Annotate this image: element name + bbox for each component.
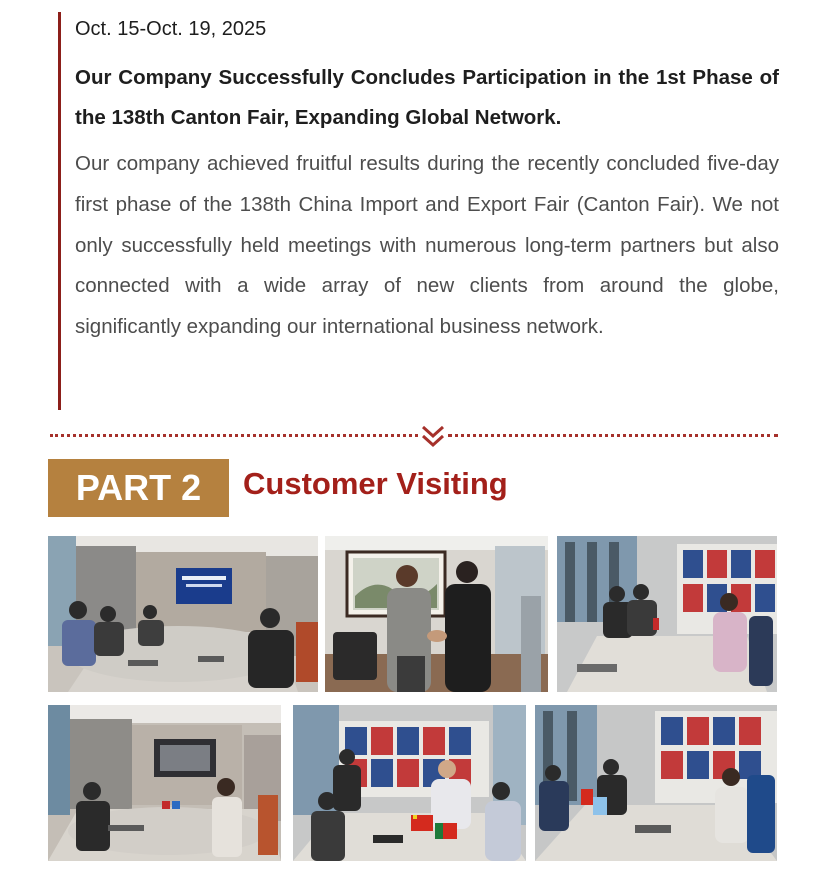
conference-table-photo-2 <box>535 705 777 861</box>
divider-dots-right <box>448 434 778 437</box>
news-date: Oct. 15-Oct. 19, 2025 <box>75 18 267 40</box>
part-badge: PART 2 <box>48 459 229 517</box>
handshake-photo <box>325 536 548 692</box>
divider-dots-left <box>50 434 418 437</box>
section-title: Customer Visiting <box>243 466 508 501</box>
conference-table-flags-photo <box>293 705 526 861</box>
meeting-room-video-call-photo <box>48 705 281 861</box>
double-chevron-down-icon <box>420 424 446 450</box>
news-body: Our company achieved fruitful results during the recently concluded five-day first phase of the 138th China Import and Export Fair (Canton Fair). We not only successfully held meetings with numerous long-term partners but also connected with a wide array of new clients from around the globe, significantly expanding our international business network. <box>75 152 779 339</box>
news-title: Our Company Successfully Concludes Participation in the 1st Phase of the 138th Canton Fair, Expanding Global Network. <box>75 66 779 129</box>
news-block <box>58 12 778 410</box>
conference-table-photo-1 <box>557 536 777 692</box>
section-divider <box>50 426 778 446</box>
meeting-room-group-photo <box>48 536 318 692</box>
